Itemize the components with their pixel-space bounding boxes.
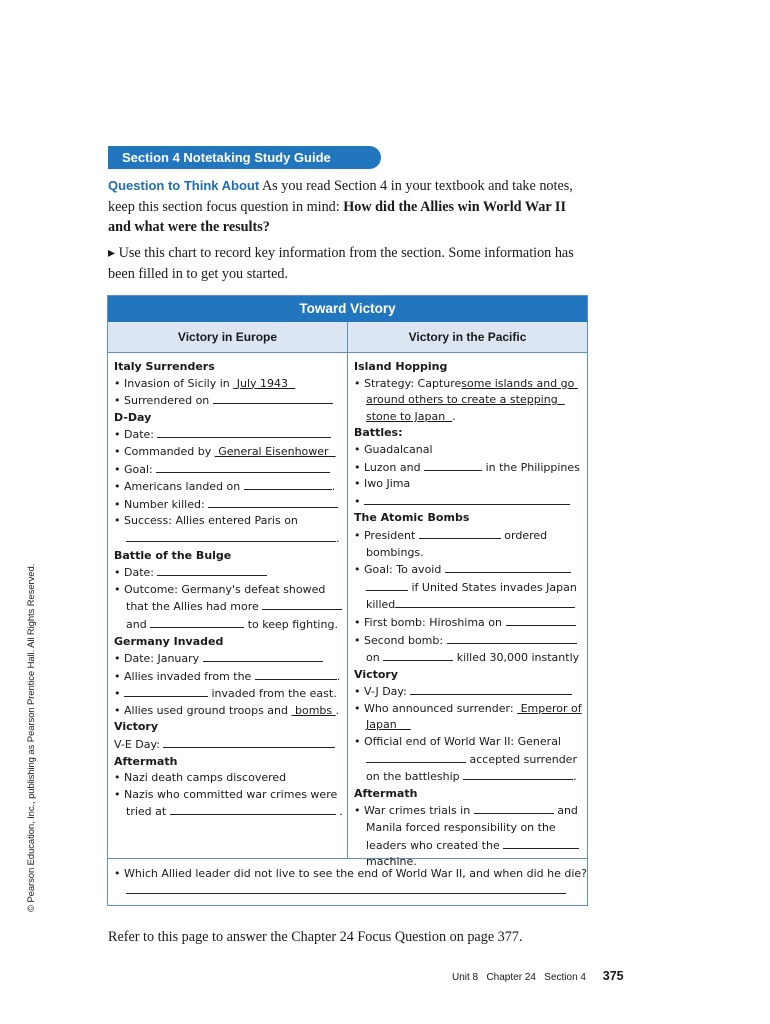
killed30-label: killed 30,000 instantly [456,651,580,665]
outcome-and: and [126,617,147,631]
trials-and: and [557,804,578,818]
bottom-question [108,859,587,899]
manila-text: Manila forced responsibility on the [366,821,556,835]
on-label: on [366,651,380,665]
germany-date-blank[interactable] [203,650,323,662]
ordered-label: ordered [504,528,548,542]
surrendered-blank[interactable] [213,392,333,404]
trials-label: • War crimes trials in [354,804,471,818]
tried-blank[interactable] [170,803,336,815]
vjday-label: • V-J Day: [354,685,407,699]
invaded-from-blank[interactable] [255,668,337,680]
invaded-from-label: • Allies invaded from the [114,669,252,683]
outcome-label: • Outcome: Germany's defeat showed [114,582,326,596]
heading-germany: Germany Invaded [114,634,224,648]
guadalcanal-text: • Guadalcanal [354,442,433,456]
heading-dday: D-Day [114,410,152,424]
surrendered-label: • Surrendered on [114,394,210,408]
invaded-east-label: invaded from the east. [211,687,337,701]
heading-island-hopping: Island Hopping [354,360,448,373]
success-label: • Success: Allies entered Paris on [114,514,298,528]
outcome-line2: that the Allies had more [126,600,259,614]
europe-column: Italy Surrenders • Invasion of Sicily in July 1943 • Surrendered on D-Day • Date: • Commanded by General Eisenhower • Goal: • Americans landed on . • Number killed: • Success: Allies entered Paris on . Battle of the Bulge • Date: • Outcome: Germany's defeat showed that the Allies had more and to keep fighting. Germany Invaded • Date: January • Allies invaded from the . • invaded from the east. • Allies used ground troops and bombs . Victory V-E Day: Aftermath • Nazi death camps discovered • Nazis who committed war crimes were tried at . [108,353,348,858]
invasion-label: • Invasion of Sicily in [114,376,230,390]
heading-italy: Italy Surrenders [114,360,215,373]
outcome-blank2[interactable] [150,616,244,628]
if-us-label: if United States invades Japan [411,580,577,594]
outcome-blank1[interactable] [262,598,342,610]
column-headers [108,322,587,353]
page-footer [452,969,624,983]
invasion-answer[interactable]: July 1943 [236,376,289,390]
heading-bulge: Battle of the Bulge [114,548,232,562]
battleship-blank[interactable] [463,768,573,780]
leaders-label: leaders who created the [366,838,500,852]
nazis-text: • Nazis who committed war crimes were [114,787,338,801]
footer-label: Unit 8 Chapter 24 Section 4 [452,972,586,983]
battle-bullet: • [354,494,361,508]
luzon-tail: in the Philippines [485,460,580,474]
heading-aftermath-europe: Aftermath [114,754,178,768]
toward-victory-chart [107,295,588,906]
battle-blank[interactable] [364,493,570,505]
trials-blank[interactable] [474,802,554,814]
col-header-europe: Victory in Europe [108,322,348,352]
dday-date-label: • Date: [114,428,154,442]
first-bomb-blank[interactable] [506,614,576,626]
success-blank[interactable] [126,530,336,542]
invaded-east-blank[interactable] [124,685,208,697]
goal-label: • Goal: [114,462,153,476]
ground-answer[interactable]: bombs [295,703,333,717]
focus-question-reference: Refer to this page to answer the Chapter 24 Focus Question on page 377. [108,929,523,945]
luzon-blank[interactable] [424,459,482,471]
strategy-answer-1[interactable]: some islands and go [461,376,575,390]
number-killed-blank[interactable] [208,496,338,508]
heading-atomic-bombs: The Atomic Bombs [354,511,470,525]
number-killed-label: • Number killed: [114,497,205,511]
heading-aftermath-pacific: Aftermath [354,786,418,800]
question-label: Question to Think About [108,178,260,193]
chart-title: Toward Victory [108,296,587,322]
heading-victory-europe: Victory [114,720,159,734]
focus-question: How did the Allies win World War II and what were the results? [108,198,566,235]
luzon-label: • Luzon and [354,460,421,474]
avoid-label: • Goal: To avoid [354,563,442,577]
veday-label: V-E Day: [114,738,160,752]
copyright-notice: © Pearson Education, Inc., publishing as Pearson Prentice Hall. All Rights Reserved. [26,563,37,912]
battleship-label: on the battleship [366,770,460,784]
heading-battles: Battles: [354,426,403,440]
general-blank[interactable] [366,751,466,763]
americans-label: • Americans landed on [114,480,241,494]
bottom-question-text: • Which Allied leader did not live to see the end of World War II, and when did he die? [114,867,587,880]
announced-label: • Who announced surrender: [354,701,514,715]
first-bomb-label: • First bomb: Hiroshima on [354,615,502,629]
tried-label: tried at [126,805,167,819]
iwo-jima-text: • Iwo Jima [354,477,411,491]
dday-date-blank[interactable] [157,426,331,438]
commanded-answer[interactable]: General Eisenhower [218,444,329,458]
section-banner: Section 4 Notetaking Study Guide [108,146,381,169]
intro-text: As you read Section 4 in your textbook and take notes, keep this section focus question in mind: [108,178,573,215]
bombings-text: bombings. [366,545,424,559]
germany-date-label: • Date: January [114,652,200,666]
killed-label: killed [366,598,396,612]
commanded-label: • Commanded by [114,444,212,458]
ground-label: • Allies used ground troops and [114,703,288,717]
second-bomb-label: • Second bomb: [354,633,444,647]
leaders-blank[interactable] [503,837,579,849]
bulge-date-label: • Date: [114,566,154,580]
camps-text: • Nazi death camps discovered [114,771,287,785]
president-label: • President [354,528,416,542]
page-number: 375 [602,969,624,983]
avoid-blank[interactable] [445,561,571,573]
outcome-tail: to keep fighting. [247,617,338,631]
second-bomb-blank[interactable] [447,632,577,644]
bottom-answer-blank[interactable] [126,882,566,894]
strategy-answer-3[interactable]: stone to Japan [366,409,446,423]
president-blank[interactable] [419,527,501,539]
vjday-blank[interactable] [410,683,572,695]
machine-text: machine. [366,855,417,869]
bulge-date-blank[interactable] [157,564,267,576]
focus-question-intro [108,176,590,238]
americans-blank[interactable] [244,478,332,490]
if-us-blank[interactable] [366,579,408,591]
pacific-column: Island Hopping • Strategy: Capturesome islands and go around others to create a stepping stone to Japan . Battles: • Guadalcanal • Luzon and in the Philippines • Iwo Jima • The Atomic Bombs • President ordered bombings. • Goal: To avoid if United States invades Japan killed • First bomb: Hiroshima on • Second bomb: on killed 30,000 instantly Victory • V-J Day: • Who announced surrender: Emperor of Japan • Official end of World War II: General accepted surrender on the battleship . Aftermath • War crimes trials in and Manila forced responsibility on the leaders who created the machine. [348,353,587,858]
announced-answer-2[interactable]: Japan [366,718,397,732]
col-header-pacific: Victory in the Pacific [408,330,527,344]
second-date-blank[interactable] [383,649,453,661]
veday-blank[interactable] [163,736,335,748]
heading-victory-pacific: Victory [354,667,399,681]
accepted-label: accepted surrender [469,752,577,766]
goal-blank[interactable] [156,461,330,473]
announced-answer-1[interactable]: Emperor of [520,701,582,715]
strategy-label: • Strategy: Capture [354,376,462,390]
killed-blank[interactable] [395,596,575,608]
instruction-text: ▸ Use this chart to record key information from the section. Some information has been filled in to get you started. [108,245,574,282]
strategy-answer-2[interactable]: around others to create a stepping [366,393,558,407]
official-end-label: • Official end of World War II: General [354,735,561,749]
